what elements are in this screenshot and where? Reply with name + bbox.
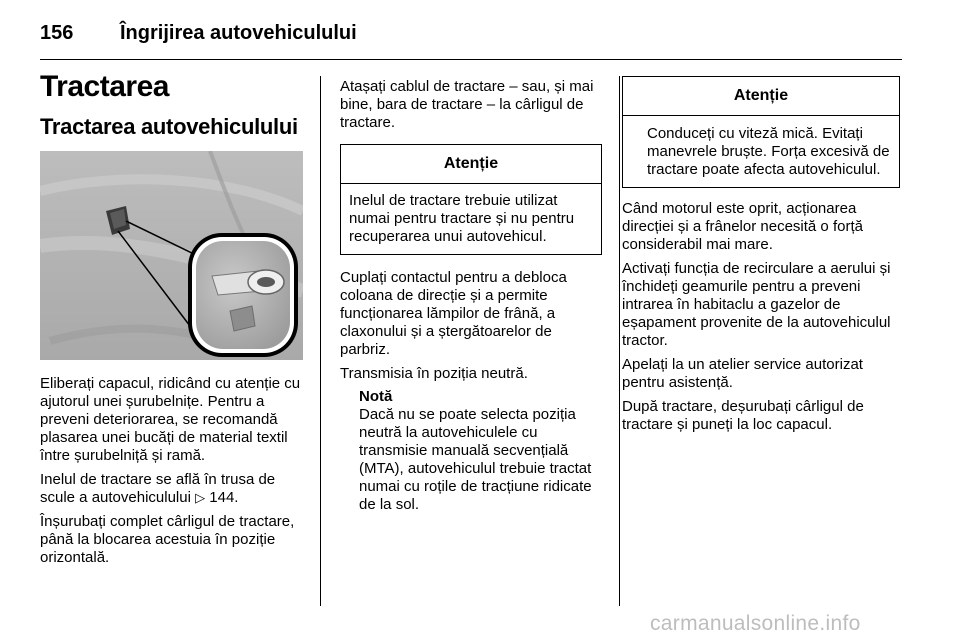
paragraph-service: Apelați la un atelier service autorizat pentru asistență. [622,356,863,391]
note-label: Notă [359,388,393,405]
page-reference: 144. [209,489,239,506]
paragraph-recirculation: Activați funcția de recirculare a aerului și închideți geamurile pentru a preveni intrarea în habitaclu a gazelor de eșapament provenite de la autovehiculul tractor. [622,260,891,349]
warning-box-1 [340,144,602,255]
paragraph-screw-in-eye: Înșurubați complet cârligul de tractare, până la blocarea acestuia în poziție orizontală. [40,513,295,566]
warning-text: Inelul de tractare trebuie utilizat numai pentru tractare și nu pentru recuperarea unui autovehicul. [349,192,575,245]
warning-heading: Atenție [623,77,899,116]
triangle-reference-icon: ▷ [195,490,206,505]
paragraph-neutral: Transmisia în poziția neutră. [340,365,528,382]
paragraph-attach-cable: Atașați cablul de tractare – sau, și mai bine, bara de tractare – la cârligul de tractare. [340,78,594,131]
warning-heading: Atenție [341,145,601,184]
header-rule [40,59,902,60]
watermark-text: carmanualsonline.info [650,612,861,635]
page-number: 156 [40,22,74,44]
note-block [340,388,602,514]
note-text: Dacă nu se poate selecta poziția neutră la autovehiculele cu transmisie manuală secvențială (MTA), autovehiculul trebuie tractat numai cu roțile de tracțiune ridicate de la sol. [359,406,592,513]
paragraph-remove-cover: Eliberați capacul, ridicând cu atenție cu ajutorul unei șurubelnițe. Pentru a preveni deteriorarea, se recomandă plasarea unei bucăți de material textil între șurubelniță și ramă. [40,375,301,464]
section-title: Tractarea [40,70,169,103]
chapter-title: Îngrijirea autovehiculului [120,22,357,44]
page-header [40,18,902,58]
column-1 [40,375,305,567]
paragraph-after-towing: După tractare, deșurubați cârligul de tractare și puneți la loc capacul. [622,398,864,433]
column-2 [340,78,602,514]
warning-text: Conduceți cu viteză mică. Evitați manevrele bruște. Forța excesivă de tractare poate afecta autovehiculul. [647,125,890,178]
column-divider-1 [320,76,321,606]
towing-eye-illustration [40,151,303,360]
paragraph-tow-eye-location [40,471,305,507]
paragraph-engine-off: Când motorul este oprit, acționarea direcției și a frânelor necesită o forță considerabil mai mare. [622,200,863,253]
warning-box-2 [622,76,900,188]
section-subtitle: Tractarea autovehiculului [40,114,298,139]
column-divider-2 [619,76,620,606]
paragraph-text: Inelul de tractare se află în trusa de scule a autovehiculului [40,471,276,506]
column-3 [622,76,902,434]
paragraph-ignition: Cuplați contactul pentru a debloca coloana de direcție și a permite funcționarea lămpilor de frână, a claxonului și a ștergătoarelor de parbriz. [340,269,567,358]
